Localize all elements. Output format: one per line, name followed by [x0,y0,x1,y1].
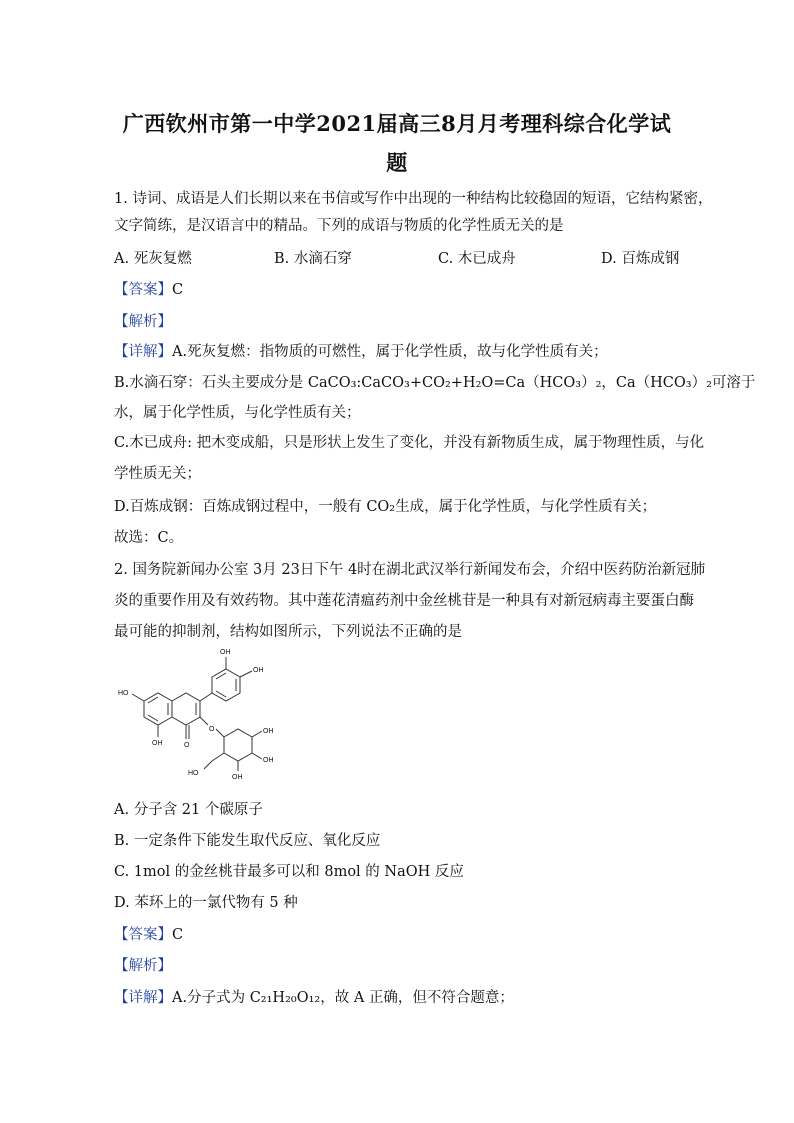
mol-label-oh-5: OH [152,740,163,747]
detail-b-suffix: 可溶于 [711,375,756,391]
answer-value: C [172,927,184,943]
detail-a-prefix: A.分子式为 [172,990,250,1006]
mol-label-oh-sugar-2: OH [263,757,274,764]
detail-tag: 【详解】 [114,990,172,1006]
q1-options [114,249,680,269]
q2-option-b: B. 一定条件下能发生取代反应、氧化反应 [114,833,381,849]
answer-tag: 【答案】 [114,282,172,298]
detail-a-text: A.死灰复燃：指物质的可燃性，属于化学性质，故与化学性质有关； [172,344,608,360]
q1-detail-b [114,373,756,393]
q1-detail-c-line1: C.木已成舟: 把木变成船，只是形状上发生了变化，并没有新物质生成，属于物理性质，与化 [114,435,705,451]
mol-label-ho-7: HO [118,690,129,697]
q2-option-d: D. 苯环上的一氯代物有 5 种 [114,895,298,911]
detail-d-suffix: 生成，属于化学性质，与化学性质有关； [395,499,657,515]
mol-label-ho-sugar: HO [188,770,199,777]
q2-answer [114,925,680,945]
q2-option-a: A. 分子含 21 个碳原子 [114,802,263,818]
q1-conclusion: 故选：C。 [114,530,184,546]
q1-answer [114,280,680,300]
co2-formula: CO₂ [366,499,396,515]
mol-label-glycosidic-o: O [209,726,215,733]
answer-value: C [172,282,184,298]
chemical-equation: CaCO₃:CaCO₃+CO₂+H₂O=Ca（HCO₃）₂，Ca（HCO₃）₂ [307,375,712,391]
page-title-continued: 题 [386,150,408,175]
q2-stem-line3: 最可能的抑制剂，结构如图所示，下列说法不正确的是 [114,624,462,640]
mol-label-carbonyl-o: O [184,742,190,749]
q1-detail-b-line2: 水，属于化学性质，与化学性质有关； [114,405,361,421]
analysis-tag: 【解析】 [114,314,172,330]
q1-detail-d [114,497,680,517]
q1-stem-line1: 1. 诗词、成语是人们长期以来在书信或写作中出现的一种结构比较稳固的短语，它结构紧密， [114,191,713,207]
q2-stem-line2: 炎的重要作用及有效药物。其中莲花清瘟药剂中金丝桃苷是一种具有对新冠病毒主要蛋白酶 [114,593,694,609]
q1-option-b: B. 水滴石穿 [274,251,352,267]
answer-tag: 【答案】 [114,927,172,943]
mol-label-oh-3prime: OH [220,649,231,656]
molecular-formula: C₂₁H₂₀O₁₂ [249,990,321,1006]
mol-label-oh-4prime: OH [253,667,264,674]
hyperoside-structure-diagram [108,641,288,781]
q2-detail-a [114,988,680,1008]
mol-label-oh-sugar-1: OH [263,728,274,735]
q1-detail-c-line2: 学性质无关； [114,466,201,482]
q2-option-c: C. 1mol 的金丝桃苷最多可以和 8mol 的 NaOH 反应 [114,864,464,880]
detail-a-suffix: ，故 A 正确，但不符合题意； [320,990,514,1006]
mol-label-oh-sugar-3: OH [232,774,243,781]
page-title: 广西钦州市第一中学2021届高三8月月考理科综合化学试 [122,111,672,136]
q1-analysis [114,312,680,332]
detail-d-prefix: D.百炼成钢：百炼成钢过程中，一般有 [114,499,367,515]
detail-tag: 【详解】 [114,344,172,360]
q1-option-a: A. 死灰复燃 [114,251,192,267]
detail-b-prefix: B.水滴石穿：石头主要成分是 [114,375,308,391]
analysis-tag: 【解析】 [114,958,172,974]
q2-analysis [114,956,680,976]
q2-stem-line1: 2. 国务院新闻办公室 3月 23日下午 4时在湖北武汉举行新闻发布会，介绍中医药防治新冠肺 [114,562,706,578]
q1-stem-line2: 文字简练，是汉语言中的精品。下列的成语与物质的化学性质无关的是 [114,218,564,234]
q1-option-c: C. 木已成舟 [438,251,516,267]
q1-detail-a [114,342,680,362]
q1-option-d: D. 百炼成钢 [601,251,680,267]
